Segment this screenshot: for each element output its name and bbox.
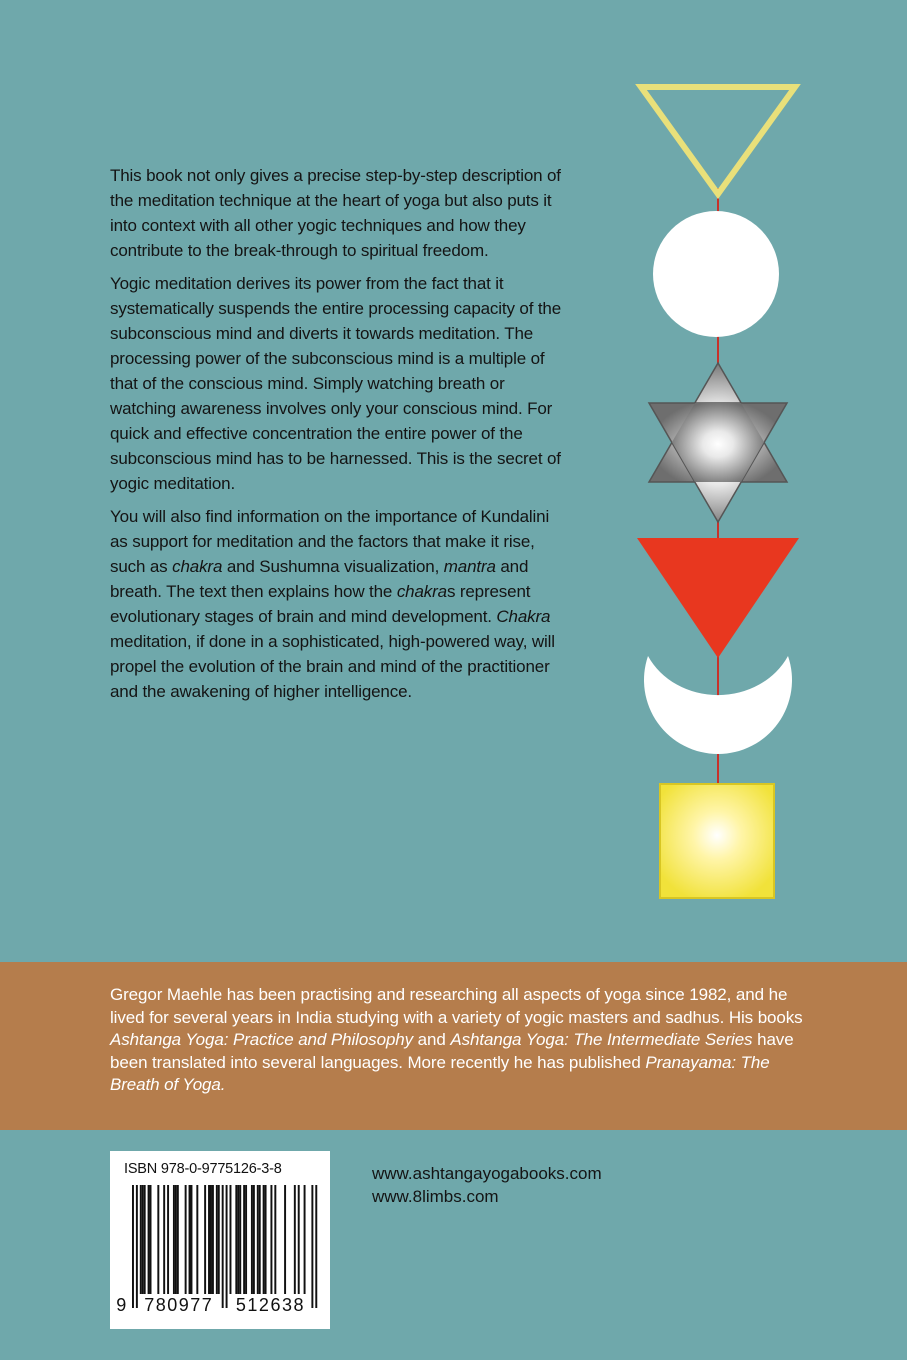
blurb-paragraph-2: Yogic meditation derives its power from the fact that it systematically suspends the entire processing capacity of the subconscious mind and diverts it towards meditation. The processing power of the subconscious mind is a multiple of that of the conscious mind. Simply watching breath or watching awareness involves only your conscious mind. For quick and effective concentration the entire power of the subconscious mind has to be harnessed. This is the secret of yogic meditation. xyxy=(110,274,562,493)
website-urls xyxy=(372,1162,602,1208)
blurb-paragraph-3: You will also find information on the importance of Kundalini as support for meditation and the factors that make it rise, such as chakra and Sushumna visualization, mantra and breath. The text then explains how the chakras represent evolutionary stages of brain and mind development. Chakra meditation, if done in a sophisticated, high-powered way, will propel the evolution of the brain and mind of the practitioner and the awakening of higher intelligence. xyxy=(110,507,555,701)
fire-triangle-icon xyxy=(637,538,799,658)
air-circle-icon xyxy=(653,211,779,337)
author-bio-text: Gregor Maehle has been practising and researching all aspects of yoga since 1982, and he lived for several years in India studying with a variety of yogic masters and sadhus. His books Ashtanga Yoga: Practice and Philosophy and Ashtanga Yoga: The Intermediate Series have been translated into several languages. More recently he has published Pranayama: The Breath of Yoga. xyxy=(110,985,803,1095)
back-cover-blurb xyxy=(110,163,570,712)
barcode-bar xyxy=(245,1185,247,1294)
barcode-digits-1: 780977 xyxy=(144,1295,214,1315)
barcode-bar xyxy=(177,1185,179,1294)
barcode-bar xyxy=(196,1185,198,1294)
barcode-bar xyxy=(226,1185,228,1308)
barcode-bar xyxy=(284,1185,286,1294)
barcode-bar xyxy=(274,1185,276,1294)
barcode-bar xyxy=(175,1185,177,1294)
ether-triangle-icon xyxy=(641,87,795,194)
url-8limbs: www.8limbs.com xyxy=(372,1187,499,1206)
barcode-bar xyxy=(163,1185,165,1294)
barcode-bar xyxy=(311,1185,313,1308)
barcode-bar xyxy=(237,1185,239,1294)
barcode-bar xyxy=(270,1185,272,1294)
barcode-graphic xyxy=(110,1151,330,1329)
barcode-bar xyxy=(210,1185,212,1294)
barcode-bar xyxy=(185,1185,187,1294)
blurb-paragraph-1: This book not only gives a precise step-by-step description of the meditation technique at the heart of yoga but also puts it into context with all other yogic techniques and how they contribute to the break-through to spiritual freedom. xyxy=(110,166,561,260)
barcode-bar xyxy=(298,1185,300,1294)
barcode-bar xyxy=(142,1185,144,1294)
author-bio-band xyxy=(0,962,907,1130)
barcode-digits-2: 512638 xyxy=(235,1295,305,1315)
barcode-bar xyxy=(208,1185,210,1294)
barcode-bar xyxy=(132,1185,134,1308)
barcode-bar xyxy=(140,1185,142,1294)
isbn-barcode xyxy=(110,1151,330,1329)
barcode-bar xyxy=(136,1185,138,1308)
barcode-bar xyxy=(189,1185,191,1294)
barcode-bar xyxy=(216,1185,218,1294)
earth-square-icon xyxy=(660,784,774,898)
barcode-bar xyxy=(315,1185,317,1308)
barcode-bar xyxy=(218,1185,220,1294)
barcode-bar xyxy=(157,1185,159,1294)
chakra-element-symbols xyxy=(628,78,808,908)
barcode-bar xyxy=(239,1185,241,1294)
url-ashtangayogabooks: www.ashtangayogabooks.com xyxy=(372,1164,602,1183)
barcode-bar xyxy=(251,1185,253,1294)
barcode-bar xyxy=(265,1185,267,1294)
barcode-bar xyxy=(204,1185,206,1294)
barcode-bar xyxy=(150,1185,152,1294)
barcode-bar xyxy=(167,1185,169,1294)
barcode-bar xyxy=(263,1185,265,1294)
barcode-bar xyxy=(257,1185,259,1294)
barcode-bar xyxy=(259,1185,261,1294)
barcode-bar xyxy=(243,1185,245,1294)
barcode-bar xyxy=(222,1185,224,1308)
barcode-bar xyxy=(253,1185,255,1294)
isbn-label: ISBN 978-0-9775126-3-8 xyxy=(124,1161,282,1177)
barcode-bar xyxy=(148,1185,150,1294)
barcode-bar xyxy=(294,1185,296,1294)
barcode-digits-0: 9 xyxy=(116,1295,128,1315)
barcode-bar xyxy=(304,1185,306,1294)
barcode-bar xyxy=(230,1185,232,1294)
barcode-bar xyxy=(191,1185,193,1294)
barcode-bar xyxy=(212,1185,214,1294)
barcode-bar xyxy=(235,1185,237,1294)
barcode-bar xyxy=(144,1185,146,1294)
star-of-david-icon xyxy=(649,363,787,522)
barcode-bar xyxy=(173,1185,175,1294)
